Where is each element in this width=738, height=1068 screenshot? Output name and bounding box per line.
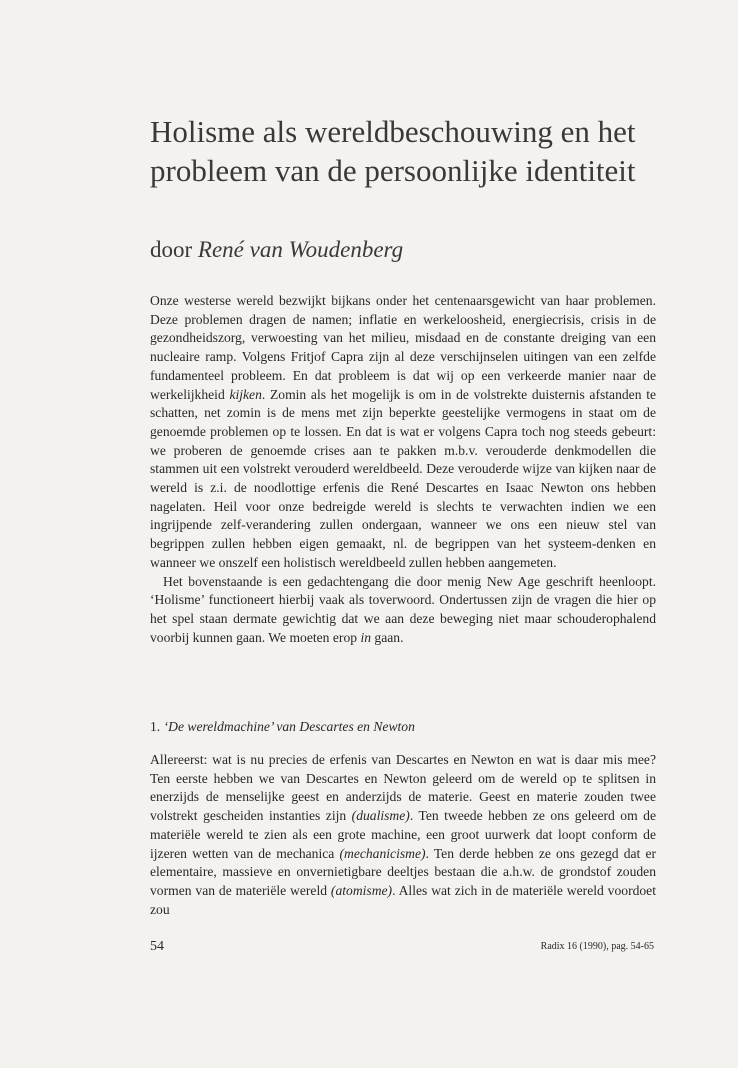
section-1-text bbox=[150, 751, 656, 919]
byline bbox=[150, 236, 403, 264]
page-number: 54 bbox=[150, 939, 164, 954]
emphasis-mechanicisme: (mechanicisme) bbox=[339, 845, 426, 861]
title-line-2: probleem van de persoonlijke identiteit bbox=[150, 153, 636, 188]
article-title bbox=[150, 112, 670, 190]
section-1-heading bbox=[150, 718, 415, 736]
section-1-paragraph-1: Allereerst: wat is nu precies de erfenis van Descartes en Newton en wat is daar mis mee? Ten eerste hebben we van Descartes en Newton geleerd om de wereld op te splitsen in enerzijds de menselijke geest en anderzijds de materie. Geest en materie zouden twee volstrekt gescheiden instanties zijn (dualisme). Ten tweede hebben ze ons geleerd om de materiële wereld te zien als een grote machine, een groot uurwerk dat loopt conform de ijzeren wetten van de mechanica (mechanicisme). Ten derde hebben ze ons gezegd dat er elementaire, massieve en onvernietigbare deeltjes bestaan die a.h.w. de grondstof zouden vormen van de materiële wereld (atomisme). Alles wat zich in de materiële wereld voordoet zou bbox=[150, 752, 657, 917]
emphasis-atomisme: (atomisme) bbox=[330, 882, 393, 898]
author-name: René van Woudenberg bbox=[197, 237, 404, 262]
emphasis-kijken: kijken bbox=[229, 386, 262, 402]
byline-prefix: door bbox=[150, 237, 193, 262]
title-line-1: Holisme als wereldbeschouwing en het bbox=[150, 114, 636, 149]
section-title: ‘De wereldmachine’ van Descartes en Newton bbox=[163, 719, 415, 734]
intro-paragraph-1: Onze westerse wereld bezwijkt bijkans onder het centenaarsgewicht van haar problemen. Deze problemen dragen de namen; inflatie en werkeloosheid, energiecrisis, crisis in de gezondheidszorg, verwoesting van het milieu, misdaad en de constante dreiging van een nucleaire ramp. Volgens Fritjof Capra zijn al deze verschijnselen uitingen van een zelfde fundamenteel probleem. En dat probleem is dat wij op een verkeerde manier naar de werkelijkheid kijken. Zomin als het mogelijk is om in de volstrekte duisternis afstanden te schatten, net zomin is de mens met zijn beperkte geestelijke vermogens in staat om de genoemde problemen op te lossen. En dat is wat er volgens Capra toch nog steeds gebeurt: we proberen de genoemde crises aan te pakken m.b.v. verouderde denkmodellen die stammen uit een volstrekt verouderd wereldbeeld. Deze verouderde wijze van kijken naar de wereld is z.i. de noodlottige erfenis die René Descartes en Isaac Newton ons hebben nagelaten. Heil voor onze bedreigde wereld is slechts te verwachten indien we een ingrijpende zelf-verandering zullen ondergaan, wanneer we ons een nieuw stel van begrippen zullen hebben eigen gemaakt, nl. de begrippen van het systeem-denken en wanneer we onszelf een holistisch wereldbeeld zullen hebben aangemeten. bbox=[150, 293, 657, 570]
intro-paragraph-2: Het bovenstaande is een gedachtengang die door menig New Age geschrift heenloopt. ‘Holisme’ functioneert hierbij vaak als toverwoord. Ondertussen zijn de vragen die hier op het spel staan dermate gewichtig dat we aan deze beweging niet maar schouderophalend voorbij kunnen gaan. We moeten erop in gaan. bbox=[150, 573, 656, 645]
emphasis-in: in bbox=[360, 629, 372, 645]
intro-text bbox=[150, 292, 656, 647]
emphasis-dualisme: (dualisme) bbox=[351, 808, 410, 824]
section-number: 1. bbox=[150, 719, 161, 734]
journal-citation: Radix 16 (1990), pag. 54-65 bbox=[540, 941, 654, 952]
